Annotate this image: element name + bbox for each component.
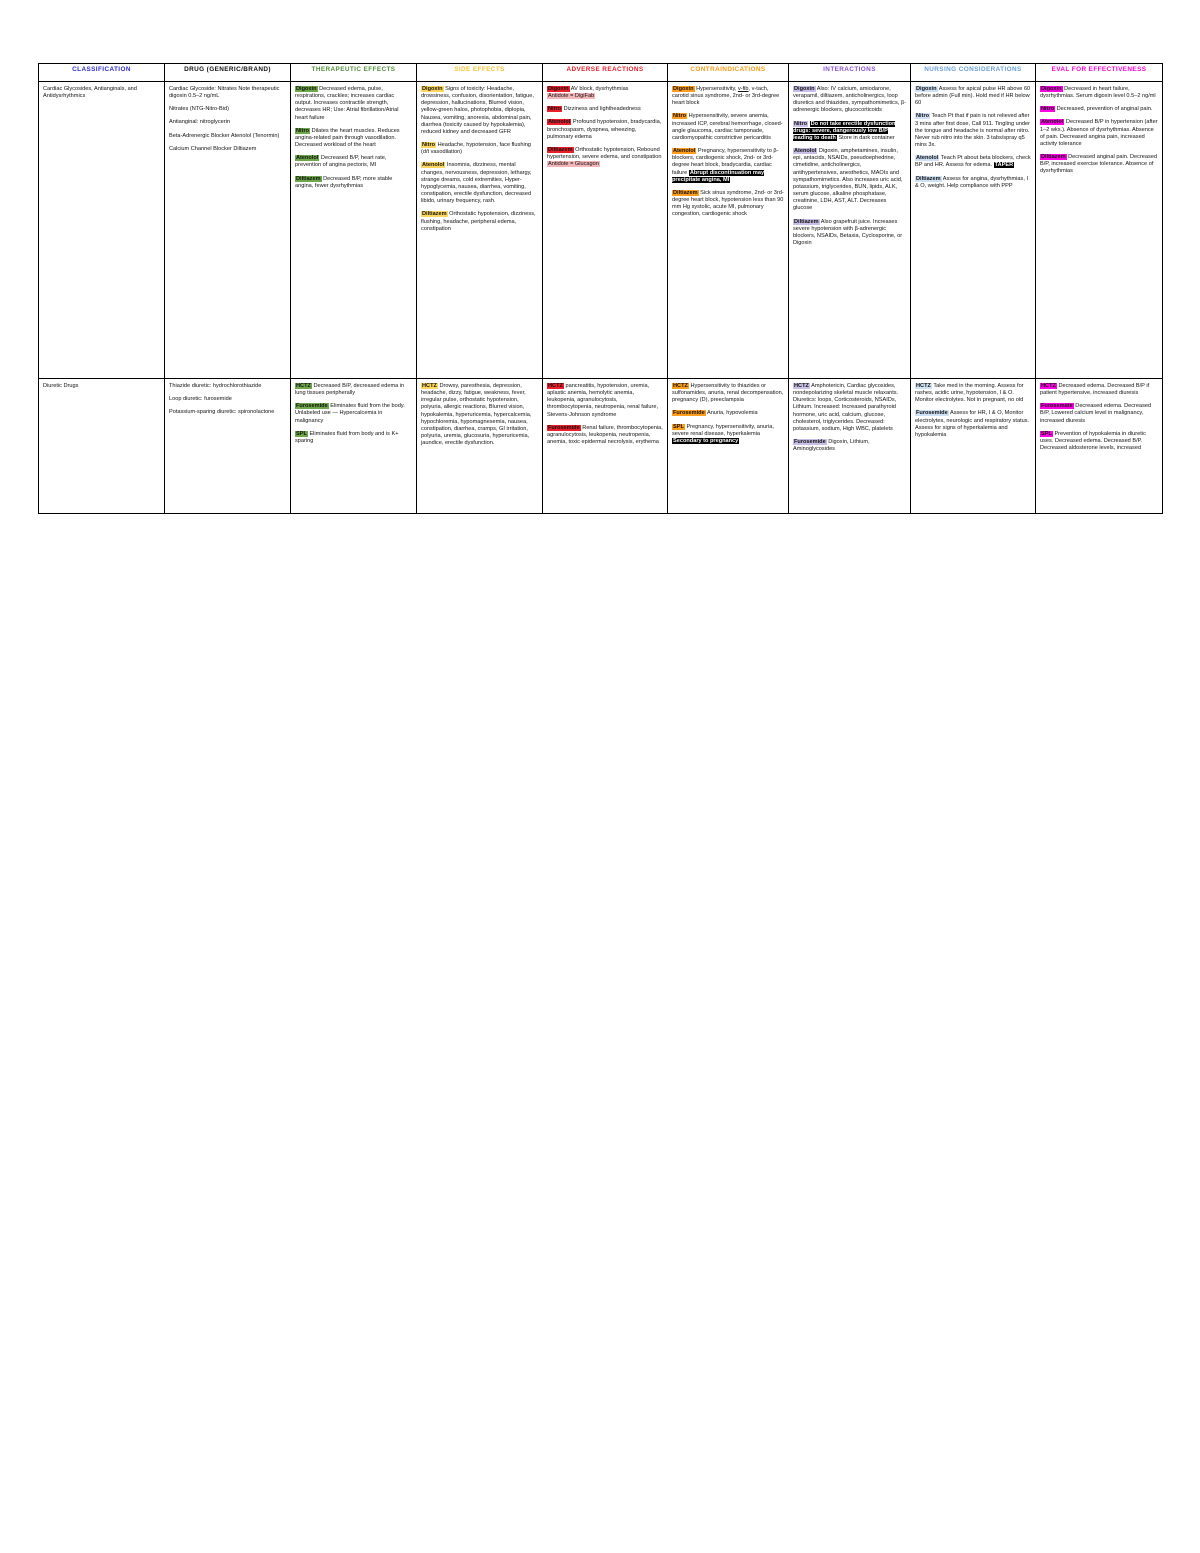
drug-line: Cardiac Glycoside: Nitrates Note therapeutic digoxin 0.5–2 ng/mL (169, 86, 280, 100)
header-row (39, 64, 1163, 82)
drug-line: Antianginal: nitroglycerin (169, 119, 230, 126)
warning-box: Abrupt discontinuation may precipitate angina, MI (672, 169, 765, 183)
drug-tag: Atenolol (916, 155, 939, 162)
cell-contraindications (668, 379, 789, 514)
drug-line: Calcium Channel Blocker Diltiazem (169, 145, 257, 152)
drug-tag: Nitro (548, 106, 562, 113)
entry-text: Decreased B/P, decreased edema in lung tissues peripherally (295, 383, 405, 397)
entry (547, 106, 663, 113)
header-nursing-considerations: NURSING CONSIDERATIONS (911, 64, 1036, 82)
entry (421, 383, 538, 447)
entry (672, 86, 784, 107)
drug-tag: Nitro (1041, 106, 1055, 113)
header-adverse-reactions: ADVERSE REACTIONS (543, 64, 668, 82)
entry-text: Drowsy, paresthesia, depression, headache, dizzy, fatigue, weakness, fever, irregular pulse, orthostatic hypotension, polyuria, allergic reactions, Blurred vision, hypokalemia, hyperuricemia, hypercalcemia, hypochloremia, hypomagnesemia, nausea, constipation, diarrhea, cramps, GI irritation, polyuria, uremia, glucosuria, hyperuricemia, jaundice, erectile dysfunction. (421, 383, 532, 447)
cell-adverse (543, 379, 668, 514)
drug-tag: Diltiazem (916, 175, 941, 182)
header-contraindications: CONTRAINDICATIONS (668, 64, 789, 82)
entry (915, 176, 1031, 190)
entry (672, 383, 784, 404)
entry-text: Digoxin, Lithium, Aminoglycosides (793, 439, 870, 453)
cell-classification (39, 82, 165, 379)
entry (672, 148, 784, 184)
entry (672, 410, 784, 417)
entry (1040, 154, 1158, 175)
drug-tag: Nitro (422, 142, 436, 149)
drug-tag: Nitro (916, 113, 930, 120)
entry-text: Orthostatic hypotension, dizziness, flushing, headache, peripheral edema, constipation (421, 211, 536, 232)
entry (1040, 431, 1158, 452)
entry-text: Sick sinus syndrome, 2nd- or 3rd-degree heart block, hypotension less than 90 mm Hg systolic, acute MI, pulmonary congestion, cardiogenic shock (672, 189, 784, 218)
entry-text: Decreased B/P, heart rate, prevention of angina pectoris, MI (295, 155, 387, 169)
entry (915, 86, 1031, 107)
entry-text: Profound hypotension, bradycardia, bronchospasm, dyspnea, wheezing, pulmonary edema (547, 119, 662, 140)
entry (295, 403, 412, 424)
drug-table-sheet (38, 63, 1162, 514)
entry-text: Decreased B/P in hypertension (after 1–2 wks.). Absence of dysrhythmias. Absence of pain. Decreased angina pain, increased activity tolerance (1040, 119, 1158, 147)
entry-text: Dizziness and lightheadedness (562, 106, 641, 113)
entry (793, 439, 906, 453)
header-drug: DRUG (GENERIC/BRAND) (165, 64, 291, 82)
entry-text: Pregnancy, hypersensitivity, anuria, severe renal disease, hyperkalemia (672, 423, 774, 437)
entry (1040, 383, 1158, 397)
cell-nursing (911, 379, 1036, 514)
cell-drug (165, 82, 291, 379)
cell-side-effects (417, 379, 543, 514)
entry-text: Decreased anginal pain. Decreased B/P, increased exercise tolerance. Absence of dysrhythmias (1040, 154, 1158, 175)
entry (1040, 403, 1158, 424)
cell-eval (1036, 379, 1163, 514)
entry-text: AV block, dysrhythmias (569, 86, 629, 92)
entry-text: Assess for angina, dysrhythmias, I & O, weight. Help compliance with PPP (915, 175, 1028, 189)
drug-tag: Diltiazem (422, 211, 447, 218)
drug-tag: Diltiazem (1041, 154, 1066, 161)
entry (295, 431, 412, 445)
drug-tag: Atenolol (794, 148, 817, 155)
entry (547, 383, 663, 419)
entry-text: Teach Pt about beta blockers, check BP and HR. Assess for edema. (915, 155, 1031, 169)
entry-text: Store in dark container (836, 134, 895, 141)
drug-line: Nitrates (NTG-Nitro-Bid) (169, 106, 229, 113)
entry-text: Assess for HR, I & O, Monitor electrolytes, neurologic and respiratory status. Assess for signs of hyperkalemia and hypokalemia (915, 410, 1030, 438)
drug-tag: Digoxin (673, 86, 694, 92)
drug-tag: HCTZ (548, 383, 563, 389)
entry-text: Decreased edema, pulse, respirations, crackles; increases cardiac output. Increases contractile strength, decreases HR; Use: Atrial fibrillation/Atrial heart failure (295, 86, 399, 121)
drug-tag: SPL (673, 423, 684, 430)
entry (295, 86, 412, 122)
entry-text: Renal failure, thrombocytopenia, agranulocytosis, leukopenia, neutropenia, anemia, toxic epidermal necrolysis, erythema (547, 424, 663, 446)
drug-tag: Nitro (794, 120, 808, 127)
entry (421, 162, 538, 205)
entry-text: Take med in the morning. Assess for rashes, acidic urine, hypotension, I & O. Monitor electrolytes. Not in pregnant, no old (915, 383, 1024, 404)
entry-text: Eliminates fluid from body and is K+ sparing (295, 430, 399, 444)
table-row (39, 379, 1163, 514)
cell-therapeutic (291, 82, 417, 379)
entry (793, 219, 906, 248)
cell-interactions (789, 82, 911, 379)
drug-line: Potassium-sparing diuretic: spironolactone (169, 409, 275, 416)
drug-tag: HCTZ (673, 383, 688, 389)
underlined-term: v-fib (737, 86, 749, 92)
entry-text: Anuria, hypovolemia (705, 410, 758, 417)
entry-text: Amphotericin, Cardiac glycosides, nondepolarizing skeletal muscle relaxants. Diuretics: loops, Corticosteroids, NSAIDs, Lithium. Increased: Increased parathyroid hormone, uric acid, calcium, glucose, cholesterol, triglycerides. Decreased: potassium, sodium, High WBC, platelets (793, 383, 899, 432)
entry (672, 424, 784, 445)
drug-tag: Furosemide (548, 424, 580, 431)
entry-text: Hypersensitivity to thiazides or sulfonamides, anuria, renal decompensation, pregnancy (D), preeclampsia (672, 383, 784, 404)
entry-text: Teach Pt that if pain is not relieved after 3 mins after first dose, Call 911. Tingling under the tongue and headache is normal after nitro. Never rub nitro into the skin. 3 tabs/spray q5 mins 3x. (915, 113, 1030, 149)
cell-nursing (911, 82, 1036, 379)
warning-box: Secondary to pregnancy (673, 437, 739, 444)
taper-box: TAPER (994, 162, 1014, 169)
cell-side-effects (417, 82, 543, 379)
drug-line: Thiazide diuretic: hydrochlorothiazide (169, 383, 262, 389)
entry (793, 383, 906, 433)
entry (915, 410, 1031, 439)
entry-text: Hypersensitivity, (694, 86, 737, 92)
header-interactions: INTERACTIONS (789, 64, 911, 82)
drug-tag: HCTZ (1041, 383, 1056, 389)
entry (421, 211, 538, 232)
cell-eval (1036, 82, 1163, 379)
entry (1040, 86, 1158, 100)
header-therapeutic-effects: THERAPEUTIC EFFECTS (291, 64, 417, 82)
drug-tag: Atenolol (548, 119, 571, 126)
drug-tag: Furosemide (1041, 403, 1073, 410)
entry (1040, 106, 1158, 113)
drug-tag: Diltiazem (296, 175, 321, 182)
entry (672, 113, 784, 142)
entry (295, 155, 412, 169)
drug-tag: Nitro (673, 113, 687, 120)
header-eval-effectiveness: EVAL FOR EFFECTIVENESS (1036, 64, 1163, 82)
drug-tag: HCTZ (916, 383, 931, 389)
drug-tag: Digoxin (1041, 86, 1062, 92)
entry (915, 155, 1031, 169)
drug-tag: Digoxin (422, 86, 443, 92)
cell-therapeutic (291, 379, 417, 514)
entry-text: Headache, hypotension, face flushing (d/t vasodilation) (421, 142, 531, 156)
entry (295, 128, 412, 149)
drug-tag: Furosemide (296, 403, 328, 410)
drug-line: Beta-Adrenergic Blocker Atenolol (Tenormin) (169, 132, 280, 139)
entry-text: Pregnancy, hypersensitivity to β-blockers, cardiogenic shock, 2nd- or 3rd-degree heart block, bradycardia, cardiac failure (672, 148, 779, 176)
entry-text: pancreatitis, hypotension, uremia, aplastic anemia, hemolytic anemia, leukopenia, agranulocytosis, thrombocytopenia, neutropenia, renal failure, Stevens-Johnson syndrome (547, 383, 659, 418)
antidote-box: Antidote = Glucagon (548, 161, 599, 168)
cell-contraindications (668, 82, 789, 379)
cell-drug (165, 379, 291, 514)
entry (547, 119, 663, 140)
entry (793, 121, 906, 142)
entry-text: Decreased in heart failure, dysrhythmias. Serum digoxin level 0.5–2 ng/ml (1040, 86, 1156, 100)
drug-tag: Digoxin (548, 86, 569, 92)
drug-tag: Atenolol (673, 148, 696, 155)
drug-tag: SPL (1041, 430, 1052, 437)
entry (421, 142, 538, 156)
entry-text: Digoxin, amphetamines, insulin, epi, antacids, NSAIDs, pseudoephedrine, cimetidine, anticholinergics, antihypertensives, anesthetics, MAOIs and sympathomimetics. Also increases uric acid, potassium, triglycerides, BUN, lipids, ALK, serum glucose, alkaline phosphatase, creatinine, LDH, AST, ALT. Decreases glucose (793, 148, 903, 212)
drug-tag: Atenolol (296, 155, 319, 162)
entry-text: Signs of toxicity: Headache, drowsiness, confusion, disorientation, fatigue, depression, hallucinations, Blurred vision, yellow-green halos, photophobia, diplopia, Nausea, vomiting, anorexia, abdominal pain, diarrhea (toxicity caused by hypokalemia), reduced kidney and decreased GFR (421, 86, 534, 135)
drug-tag: HCTZ (422, 383, 437, 389)
drug-line: Loop diuretic: furosemide (169, 396, 232, 403)
entry-text: Eliminates fluid from the body. Unlabeled use — Hypercalcemia in malignancy (295, 403, 405, 424)
cell-adverse (543, 82, 668, 379)
warning-box: Do not take erectile dysfunction drugs: severe, dangerously low B/P leading to death (793, 120, 896, 141)
drug-tag: HCTZ (296, 383, 311, 389)
table-row (39, 82, 1163, 379)
entry (547, 86, 663, 100)
entry-text: , v-tach, carotid sinus syndrome, 2nd- or 3rd-degree heart block (672, 86, 780, 107)
header-classification: CLASSIFICATION (39, 64, 165, 82)
drug-tag: Digoxin (296, 86, 317, 92)
drug-tag: Atenolol (422, 162, 445, 169)
entry-text: Hypersensitivity, severe anemia, increased ICP, cerebral hemorrhage, closed-angle glaucoma, cardiac tamponade, cardiomyopathic constrictive pericarditis (672, 113, 783, 141)
entry (1040, 119, 1158, 148)
entry (672, 190, 784, 219)
drug-tag: Diltiazem (548, 146, 573, 153)
entry-text: Also: IV calcium, amiodarone, verapamil, diltiazem, anticholinergics, loop diuretics and thiazides, sympathomimetics, β-adrenergic blockers, glucocorticoids (793, 86, 906, 114)
drug-study-table (38, 63, 1163, 514)
drug-tag: Digoxin (916, 86, 937, 92)
entry (793, 86, 906, 115)
entry-text: Decreased edema. Decreased B/P if patient hypertensive, increased diuresis (1040, 383, 1150, 397)
entry-text: Insomnia, dizziness, mental changes, nervousness, depression, lethargy, strange dreams, cold extremities, Hyper-hypoglycemia, nausea, diarrhea, vomiting, constipation, erectile dysfunction, decreased libido, urinary frequency, rash. (421, 162, 532, 205)
entry (915, 383, 1031, 404)
drug-tag: Nitro (296, 127, 310, 134)
classification-text: Cardiac Glycosides, Antianginals, and Antidysrhythmics (43, 86, 137, 100)
entry (915, 113, 1031, 149)
entry-text: Decreased, prevention of anginal pain. (1055, 106, 1153, 113)
entry (421, 86, 538, 136)
drug-tag: Diltiazem (794, 218, 819, 225)
classification-text: Diuretic Drugs (43, 383, 79, 389)
entry (295, 176, 412, 190)
antidote-box: Antidote = DigiFab (548, 93, 595, 100)
drug-tag: SPL (296, 430, 307, 437)
entry-text: Decreased B/P, more stable angina, fewer dysrhythmias (295, 175, 393, 189)
drug-tag: HCTZ (794, 383, 809, 389)
drug-tag: Furosemide (673, 410, 705, 417)
cell-interactions (789, 379, 911, 514)
entry-text: Decreased edema. Decreased B/P, Lowered calcium level in malignancy, increased diuresis (1040, 403, 1152, 424)
entry (547, 147, 663, 168)
drug-tag: Atenolol (1041, 119, 1064, 126)
drug-tag: Furosemide (794, 439, 826, 446)
entry (793, 148, 906, 212)
entry-text: Orthostatic hypotension, Rebound hypertension, severe edema, and constipation (547, 146, 662, 161)
entry (295, 383, 412, 397)
entry-text: Prevention of hypokalemia in diuretic uses. Decreased edema. Decreased B/P. Decreased aldosterone levels, increased (1040, 430, 1146, 452)
header-side-effects: SIDE EFFECTS (417, 64, 543, 82)
cell-classification (39, 379, 165, 514)
entry-text: Dilates the heart muscles. Reduces angina-related pain through vasodilation. Decreased workload of the heart (295, 127, 400, 149)
drug-tag: Digoxin (794, 86, 815, 92)
drug-tag: Furosemide (916, 410, 948, 417)
drug-tag: Diltiazem (673, 189, 698, 196)
entry-text: Assess for apical pulse HR above 60 before admin (Full min). Hold med if HR below 60 (915, 86, 1031, 107)
entry (547, 425, 663, 446)
entry-text: Also grapefruit juice. Increases severe hypotension with β-adrenergic blockers, NSAIDs, Betaxia, Cyclosporine, or Digoxin (793, 218, 903, 246)
